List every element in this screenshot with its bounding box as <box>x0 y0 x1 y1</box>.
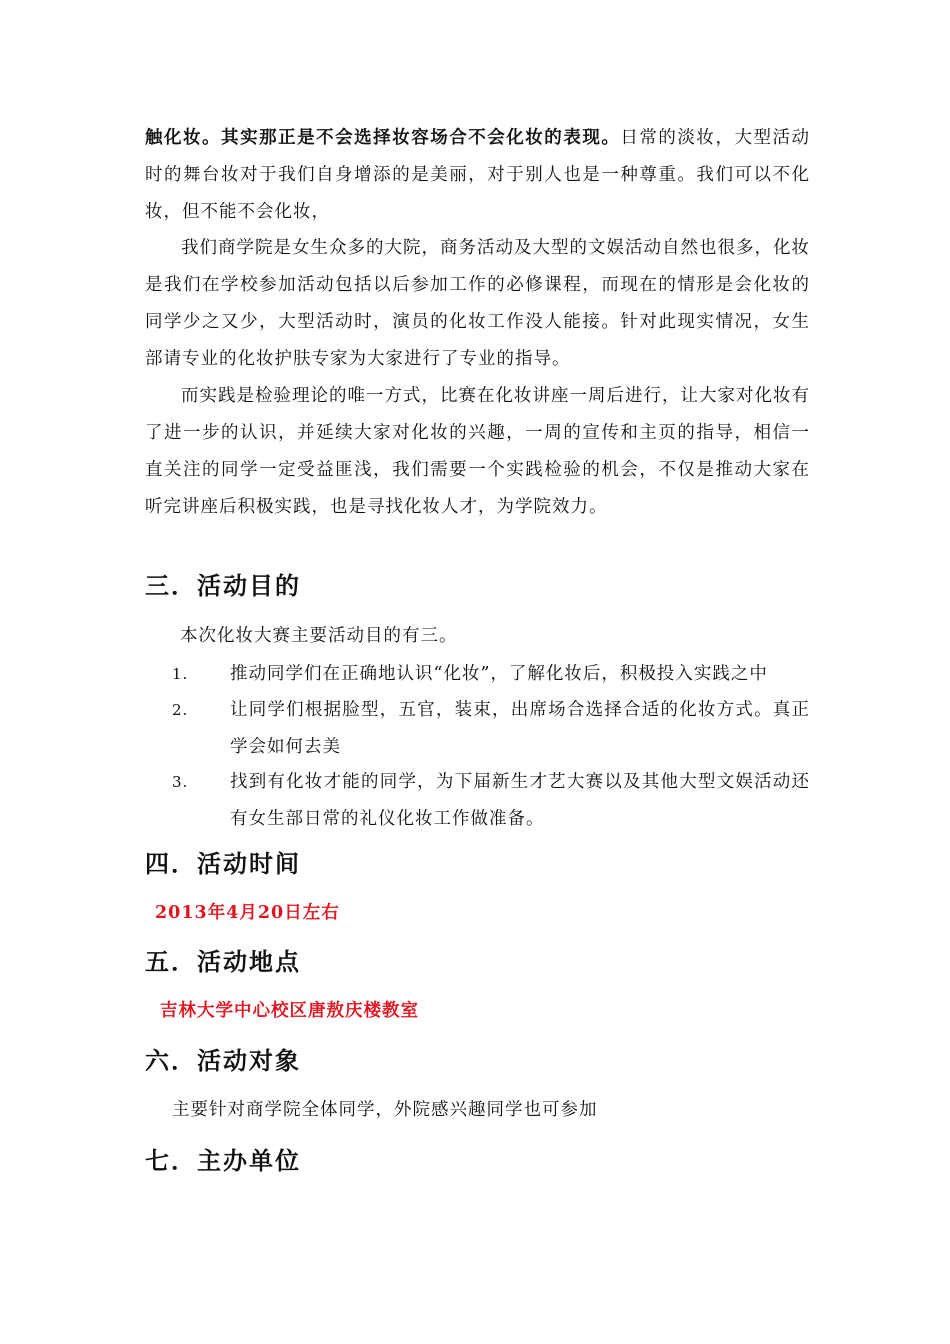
section-heading-time: 四．活动时间 <box>145 849 301 878</box>
event-audience: 主要针对商学院全体同学，外院感兴趣同学也可参加 <box>172 1100 598 1120</box>
section-heading-purpose: 三．活动目的 <box>145 571 301 600</box>
list-item-number: 1. <box>172 665 189 683</box>
list-item-text: 让同学们根据脸型，五官，装束，出席场合选择合适的化妆方式。真正学会如何去美 <box>230 700 810 757</box>
list-item-number: 3. <box>172 773 189 791</box>
section-heading-audience: 六．活动对象 <box>145 1046 301 1075</box>
section-heading-location: 五．活动地点 <box>145 947 301 976</box>
paragraph-intro-bold: 触化妆。其实那正是不会选择妆容场合不会化妆的表现。 <box>145 128 621 148</box>
event-location: 吉林大学中心校区唐敖庆楼教室 <box>160 1001 419 1021</box>
paragraph-intro-rest: 日常的淡妆，大型活动时的舞台妆对于我们自身增添的是美丽，对于别人也是一种尊重。我们可以不化妆，但不能不会化妆， <box>145 128 811 222</box>
list-item-number: 2. <box>172 701 189 719</box>
list-item-text: 推动同学们在正确地认识“化妆”，了解化妆后，积极投入实践之中 <box>230 664 768 684</box>
purpose-intro: 本次化妆大赛主要活动目的有三。 <box>180 626 458 646</box>
event-date: 2013年4月20日左右 <box>155 903 340 923</box>
section-heading-organizer: 七．主办单位 <box>145 1146 301 1175</box>
paragraph-practice: 而实践是检验理论的唯一方式，比赛在化妆讲座一周后进行，让大家对化妆有了进一步的认识，并延续大家对化妆的兴趣，一周的宣传和主页的指导，相信一直关注的同学一定受益匪浅，我们需要一个实践检验的机会，不仅是推动大家在听完讲座后积极实践，也是寻找化妆人才，为学院效力。 <box>145 386 810 517</box>
paragraph-intro <box>145 120 810 231</box>
list-item-text: 找到有化妆才能的同学，为下届新生才艺大赛以及其他大型文娱活动还有女生部日常的礼仪化妆工作做准备。 <box>230 772 810 829</box>
paragraph-background: 我们商学院是女生众多的大院，商务活动及大型的文娱活动自然也很多，化妆是我们在学校参加活动包括以后参加工作的必修课程，而现在的情形是会化妆的同学少之又少，大型活动时，演员的化妆工作没人能接。针对此现实情况，女生部请专业的化妆护肤专家为大家进行了专业的指导。 <box>145 238 810 369</box>
